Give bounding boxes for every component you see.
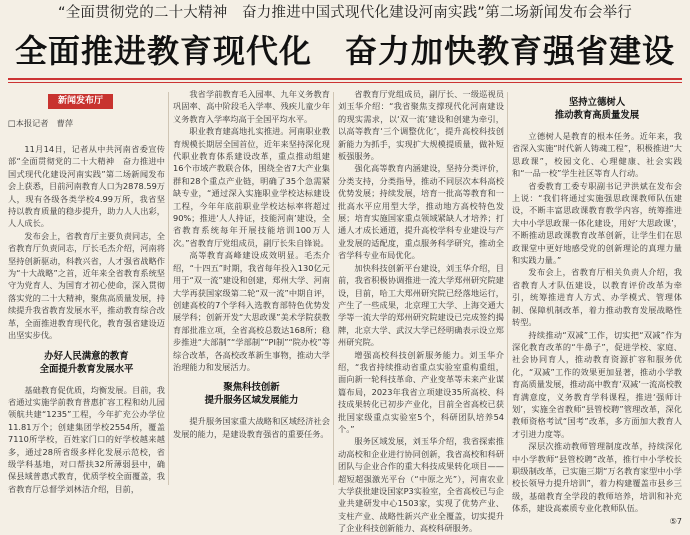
paragraph: 提升服务国家重大战略和区域经济社会发展的能力，是建设教育强省的重要任务。 — [173, 416, 330, 439]
column-divider — [168, 92, 169, 485]
paragraph: 深层次推动教师管理制度改革，持续深化中小学教师“县管校聘”改革，推行中小学校长职级制改革，已实施三期“万名教育家型中小学校长领导力提升培训”，着力构建覆盖市县乡三级，基础教育全学段的教师培养，培训和补充体系，建设高素质专业化教师队伍。 — [512, 441, 682, 514]
continued-page-ref: ⑤7 — [669, 515, 682, 526]
paragraph: 发布会上，省教育厅主要负责同志，全省教育厅负责同志，厅长毛杰介绍，河南将坚持创新驱动，科教兴省，人才强省战略作为“十大战略”之首，近年来全省教育系统坚守为党育人、为国育才初心使命，深入贯彻落实党的二十大精神，聚焦高质量发展，持续提升我省教育发展水平，推动教育综合改革，全面推进教育现代化，教育强省建设迈出坚实步伐。 — [8, 230, 165, 341]
column-divider — [507, 92, 508, 485]
article-column-4 — [512, 88, 682, 526]
paragraph: 强化高等教育内涵建设，坚持分类评价，分类支持，分类指导，推动不同层次本科高校优势发展；持续发展，培育一批高等教育和一批高水平应用型大学，推动地方高校特色发展；培育实施国家重点领域紧缺人才培养；打通人才成长通道，提升高校学科专业建设与产业发展的适配度，重点服务科学研究，推动全省学科专业布局优化。 — [338, 163, 504, 261]
subheading-line: 办好人民满意的教育 — [44, 350, 129, 362]
paragraph: 增强高校科技创新服务能力。刘玉华介绍，“我省持续推动省重点实验室重构重组，面向新一轮科技革命、产业变革等未来产业谋篇布局，2023年我省立项建设35所高校、科技成果转化已初步产业化，目前全省高校已获批国家级重点实验室5个，科研团队培养54个。” — [338, 349, 504, 434]
byline: □本报记者 曹萍 — [8, 118, 74, 128]
paragraph: 持续推动“双减”工作，切实把“双减”作为深化教育改革的“牛鼻子”，促进学校、家庭、社会协同育人，推动教育资源扩容和服务优化，“双减”工作的效果更加显著，推动小学教育高质量发展，推动高中教育‘双减’一流高校教育满意度，义务教育学科课程，推进‘强师计划’，实施全省教师“县管校聘”管理改革，深化教师资格考试“国考”改革，多方面加大教育人才引进力度等。 — [512, 329, 682, 439]
paragraph: 基础教育促优质，均衡发展。目前，我省通过实施学前教育普惠扩容工程和幼儿园领航共建“1235”工程，今年扩充公办学位11.81万个；创建集团学校2554所，覆盖7110所学校，百姓家门口的好学校越来越多，通过28所省级多样化发展示范校，省级学科基地，对口帮扶32所薄弱县中，确保县域普惠式教育，优质学校全面覆盖，我省教育厅总督学刘林洁介绍，目前， — [8, 384, 165, 494]
paragraph: 高等教育高峰建设成效明显。毛杰介绍，“十四五”时期，我省每年投入130亿元用于“双一流”建设和创建，郑州大学、河南大学再获国家级第二轮“双一流”中期自评，创建高校的7个学科入选教育部特色优势发展学科；创新开发“大思政课”美术学院获教育部批准立项，全省高校总数达168所；稳步推进“大部制”“学部制”“PI制”“院办校”等综合改革，各高校改革新生事物，推动大学治理能力和发展活力。 — [173, 250, 330, 372]
article-column-3 — [338, 88, 504, 534]
paragraph: 发布会上，省教育厅相关负责人介绍，我省教育人才队伍建设，以教育评价改革为牵引，统筹推进育人方式、办学模式、管理体制、保障机制改革，着力推动教育发展战略性转型。 — [512, 267, 682, 328]
column-divider — [333, 92, 334, 485]
article-column-2 — [173, 88, 330, 489]
paragraph: 省委教育工委专职副书记尹洪斌在发布会上说：“我们将通过实施强思政课教师队伍建设，不断丰富思政课教育教学内容，统筹推进大中小学思政课一体化建设，用好‘大思政课’，不断推动思政课教育改革创新，让学生们在思政课堂中更好地感受党的创新理论的真理力量和实践力量。” — [512, 180, 682, 266]
subheading-line: 全面提升教育发展水平 — [39, 363, 134, 375]
subheading — [512, 96, 682, 122]
article-column-1 — [8, 88, 165, 494]
subheading — [173, 381, 330, 407]
paragraph: 11月14日，记者从中共河南省委宣传部“全面贯彻党的二十大精神 奋力推进中国式现代化建设河南实践”第二场新闻发布会上获悉，目前河南教育人口为2878.59万人，现有各级各类学校4.99万所，我省坚持以教育质量的稳步提升，助力人人出彩，人人成长。 — [8, 144, 165, 229]
subheading — [8, 350, 165, 376]
subheading-line: 坚持立德树人 — [568, 97, 626, 108]
subheading-line: 聚焦科技创新 — [223, 382, 280, 394]
paragraph: 省教育厅党组成员，副厅长、一级巡视员刘玉华介绍：“我省聚焦支撑现代化河南建设的现实需求，以‘双一流’建设和创建为牵引，以高等教育‘三个调整优化’，提升高校科技创新能力为抓手，实现扩大规模提质量，做补短板强服务。 — [338, 89, 504, 162]
subheading-line: 提升服务区域发展能力 — [204, 395, 299, 407]
paragraph: 我省学前教育毛入园率、九年义务教育巩固率、高中阶段毛入学率、残疾儿童少年义务教育入学率均高于全国平均水平。 — [173, 89, 330, 124]
paragraph: 职业教育建高地扎实推进。河南职业教育规模长期居全国首位，近年来坚持深化现代职业教育体系建设改革，重点推动组建16个市域产教联合体，围绕全省7大产业集群和28个重点产业链，明确了35个急需紧缺专业，“通过深入实施职业学校达标建设工程，今年年底前职业学校达标率将超过90%；推进‘人人持证，技能河南’建设，全省教育系统每年开展技能培训100万人次。”省教育厅党组成员，副厅长朱自锋说。 — [173, 126, 330, 248]
kicker-title: “全面贯彻党的二十大精神 奋力推进中国式现代化建设河南实践”第二场新闻发布会举行 — [57, 5, 633, 21]
headline: 全面推进教育现代化 奋力加快教育强省建设 — [14, 32, 675, 70]
paragraph: 加快科技创新平台建设，刘玉华介绍，目前，我省积极协调推进一流大学郑州研究院建设，目前，哈工大郑州研究院已经落地运行，产生了一些成果，北京理工大学、上海交通大学等一流大学的郑州研究院建设已完成签约揭牌，北京大学、武汉大学已经明确表示设立郑州研究院。 — [338, 262, 504, 348]
red-rule — [8, 78, 682, 80]
column-label: 新闻发布厅 — [48, 94, 113, 109]
subheading-line: 推动教育高质量发展 — [554, 110, 640, 121]
paragraph: 立德树人是教育的根本任务。近年来，我省深入实施“时代新人铸魂工程”，积极推进“大思政课”，校园文化、心理健康、社会实践和“一品一校”学生社区等育人行动。 — [512, 131, 682, 179]
red-rule-thin — [8, 82, 682, 83]
paragraph: 服务区域发展，刘玉华介绍，我省探索推动高校和企业进行协同创新，我省高校和科研团队与企业合作的重大科技成果转化项目——超短超强激光平台（“中原之光”），河南农业大学获批建设国家P3实验室，全省高校已与企业共建研发中心1503家，实现了优势产业、支柱产业、战略性新兴产业全覆盖，切实提升了企业科技创新能力、高校科研服务。 — [338, 436, 504, 534]
